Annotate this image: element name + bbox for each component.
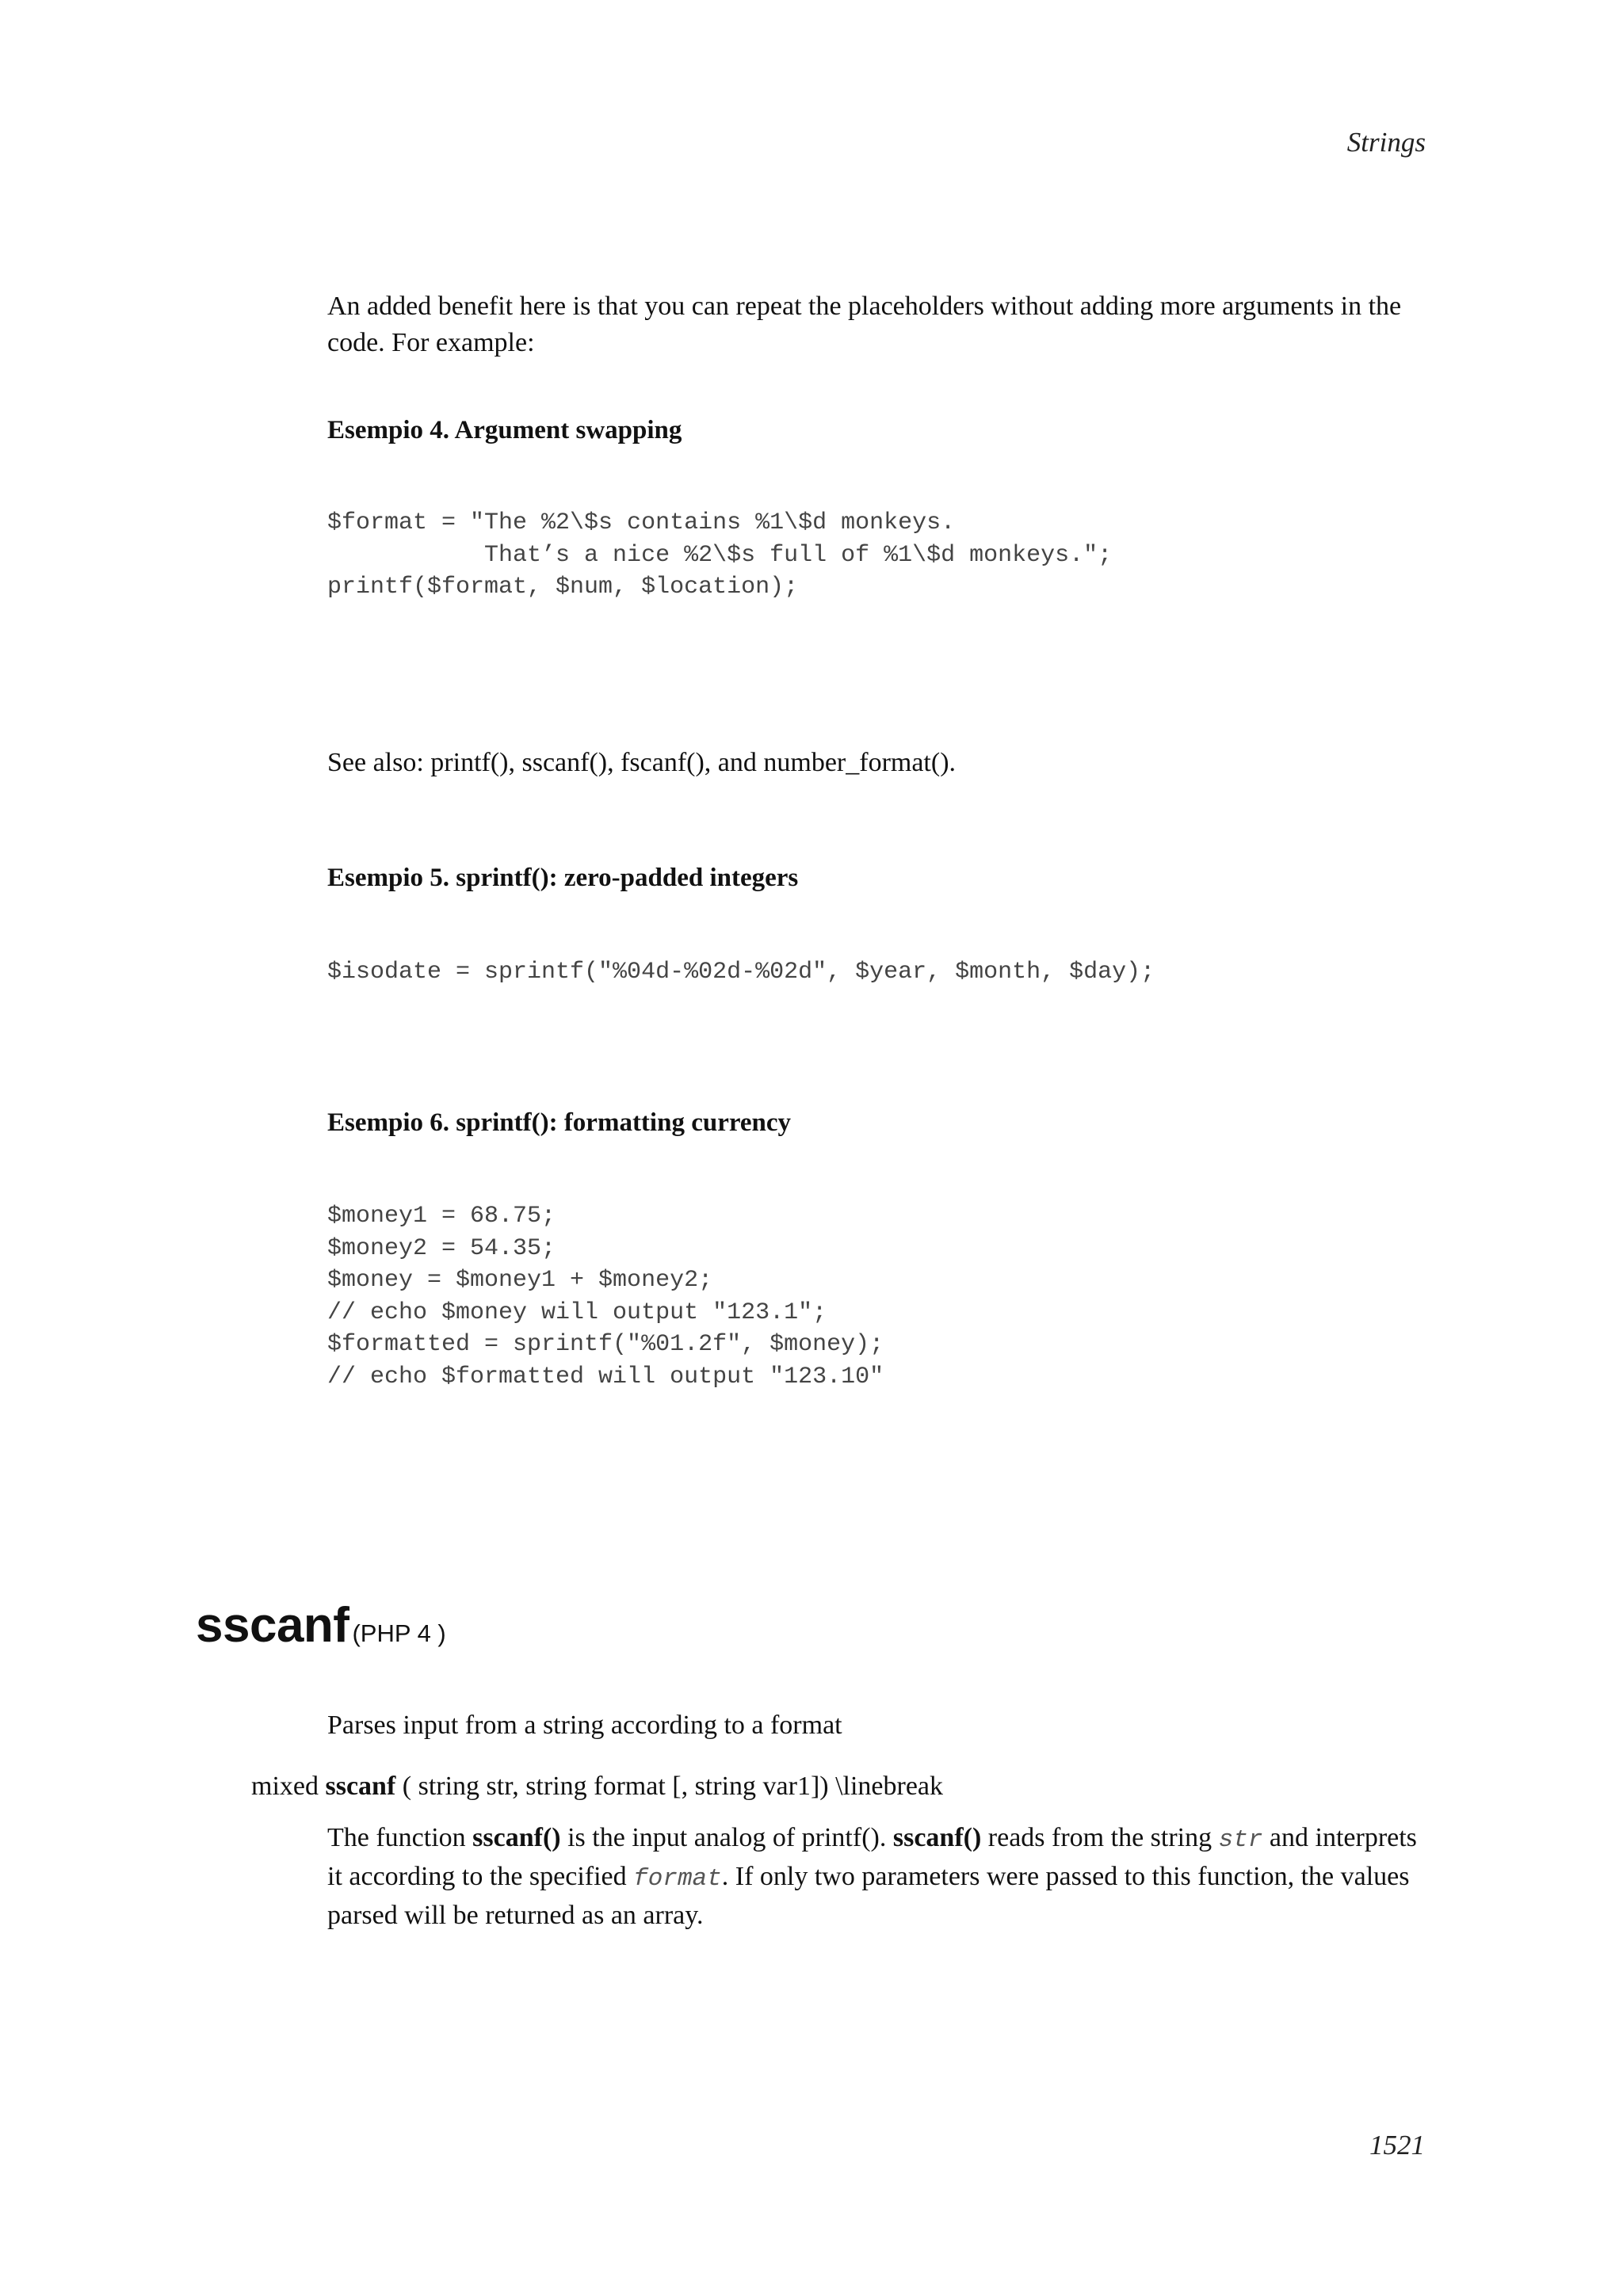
- example-5-title: Esempio 5. sprintf(): zero-padded integers: [327, 864, 799, 892]
- description-function-ref-1: sscanf(): [472, 1823, 561, 1852]
- function-purpose: Parses input from a string according to a format: [327, 1711, 842, 1740]
- example-4-title: Esempio 4. Argument swapping: [327, 416, 682, 444]
- intro-paragraph: An added benefit here is that you can repeat the placeholders without adding more arguments in the code. For example:: [327, 292, 1402, 357]
- description-text-3: reads from the string: [981, 1823, 1219, 1852]
- description-text-4: and interprets it according to the specified: [327, 1823, 1417, 1891]
- description-param-format: format: [633, 1865, 722, 1893]
- description-param-str: str: [1218, 1826, 1263, 1854]
- description-text-5: . If only two parameters were passed to this function, the values parsed will be returned as an array.: [327, 1862, 1410, 1930]
- function-version: (PHP 4 ): [352, 1619, 446, 1647]
- synopsis-function-name: sscanf: [325, 1772, 396, 1801]
- example-4-code: $format = "The %2\$s contains %1\$d monkeys. That’s a nice %2\$s full of %1\$d monkeys."; printf($format, $num, $location);: [327, 509, 1113, 601]
- example-5-code: $isodate = sprintf("%04d-%02d-%02d", $year, $month, $day);: [327, 959, 1155, 986]
- description-text-1: The function: [327, 1823, 473, 1852]
- page-number: 1521: [1369, 2130, 1425, 2161]
- running-header: Strings: [1346, 127, 1426, 158]
- function-name: sscanf: [196, 1598, 349, 1653]
- function-description: [327, 1820, 1433, 1934]
- description-function-ref-2: sscanf(): [892, 1823, 982, 1852]
- example-6-code: $money1 = 68.75; $money2 = 54.35; $money = $money1 + $money2; // echo $money will output "123.1"; $formatted = sprintf("%01.2f", $money); // echo $formatted will output "123.10": [327, 1203, 884, 1390]
- function-heading: [196, 1597, 446, 1653]
- function-synopsis: [251, 1772, 943, 1802]
- description-text-2: is the input analog of printf().: [560, 1823, 893, 1852]
- example-6-title: Esempio 6. sprintf(): formatting currency: [327, 1108, 792, 1137]
- see-also-paragraph: See also: printf(), sscanf(), fscanf(), and number_format().: [327, 748, 957, 777]
- synopsis-arguments: ( string str, string format [, string var1]) \linebreak: [402, 1772, 944, 1801]
- synopsis-return-type: mixed: [251, 1772, 319, 1801]
